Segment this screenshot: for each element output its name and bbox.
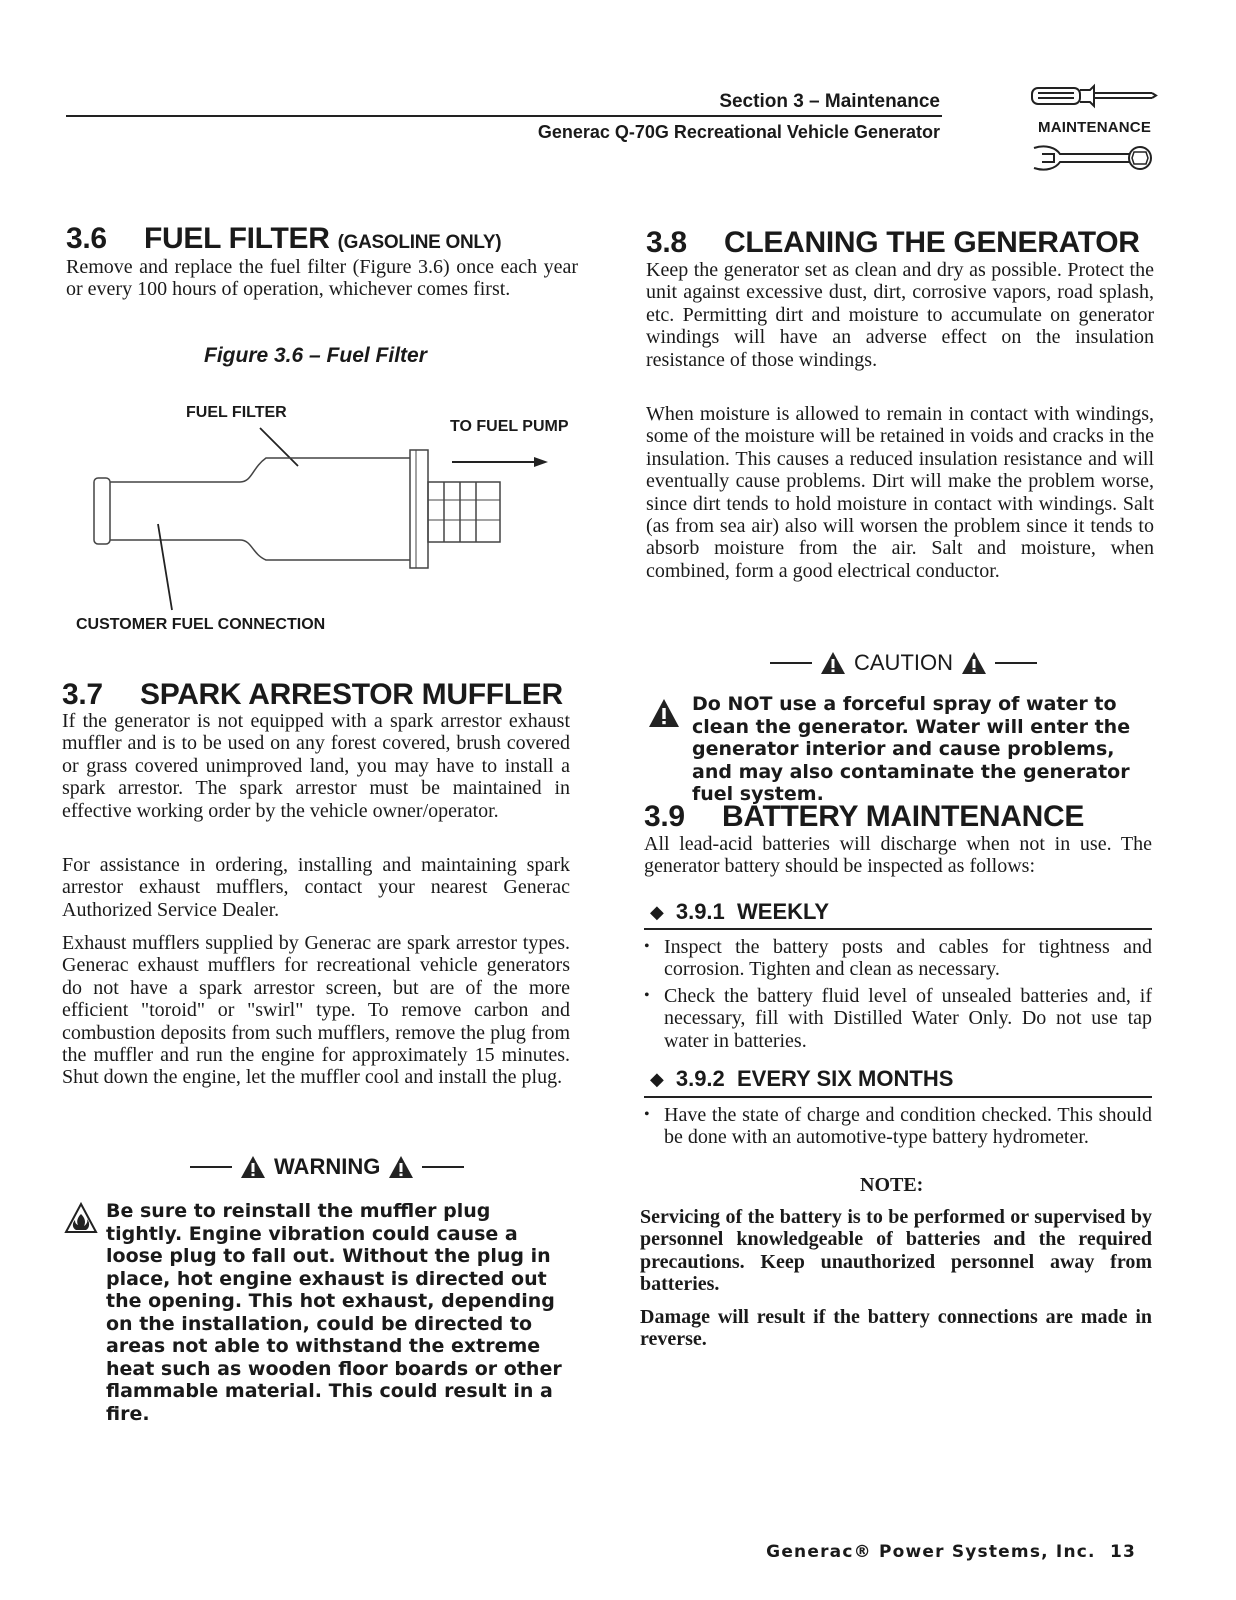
diamond-icon: ◆ — [650, 1068, 664, 1089]
caution-icon — [961, 651, 987, 675]
section-title: SPARK ARRESTOR MUFFLER — [140, 678, 563, 711]
section-3-6-heading — [66, 222, 501, 256]
caution-icon — [648, 698, 680, 728]
warning-text: Be sure to reinstall the muffler plug tightly. Engine vibration could cause a loose plug to fall out. Without the plug in place, hot engine exhaust is directed out the opening. This hot exhaust, depending on the installation, could be directed to areas not able to withstand the extreme heat such as wooden floor boards or other flammable material. This could result in a fire. — [106, 1200, 562, 1425]
subsection-rule — [644, 1096, 1152, 1098]
footer-company: Generac® Power Systems, Inc. — [766, 1542, 1096, 1562]
paragraph: Remove and replace the fuel filter (Figure 3.6) once each year or every 100 hours of operation, whichever comes first. — [66, 256, 578, 301]
section-3-7-heading — [62, 678, 563, 712]
rule — [995, 662, 1037, 664]
weekly-list — [642, 936, 1152, 1056]
warning-icon — [388, 1155, 414, 1179]
section-title: FUEL FILTER — [144, 222, 330, 255]
note-text: Damage will result if the battery connections are made in reverse. — [640, 1306, 1152, 1351]
rule — [190, 1166, 232, 1168]
header-subtitle: Generac Q-70G Recreational Vehicle Generator — [537, 122, 940, 142]
subsection-six-months-heading — [650, 1066, 953, 1092]
subsection-rule — [644, 928, 1152, 930]
caution-label: CAUTION — [854, 650, 953, 675]
subsection-weekly-heading — [650, 899, 829, 925]
rule — [422, 1166, 464, 1168]
header-section-title: Section 3 – Maintenance — [719, 91, 940, 112]
note-label: NOTE: — [860, 1174, 924, 1196]
label-customer-fuel-connection: CUSTOMER FUEL CONNECTION — [76, 616, 326, 633]
caution-heading — [770, 650, 1037, 676]
label-fuel-filter: FUEL FILTER — [186, 404, 287, 421]
paragraph: When moisture is allowed to remain in contact with windings, some of the moisture will be retained in voids and cracks in the insulation. This causes a reduced insulation resistance and will eventually cause problems. Dirt will make the problem worse, since dirt tends to hold moisture in contact with windings. Salt (as from sea air) also will worsen the problem since it tends to absorb moisture from the air. Salt and moisture, when combined, form a good electrical conductor. — [646, 403, 1154, 582]
wrench-icon — [1030, 140, 1160, 176]
figure-caption: Figure 3.6 – Fuel Filter — [204, 344, 427, 367]
paragraph: Keep the generator set as clean and dry as possible. Protect the unit against excessive dust, dirt, corrosive vapors, road splash, etc. Permitting dirt and moisture to accumulate on generator windings will have an adverse effect on the insulation resistance of those windings. — [646, 259, 1154, 371]
page-number: 13 — [1109, 1542, 1136, 1562]
section-3-9-heading — [644, 800, 1084, 834]
fuel-filter-diagram — [80, 420, 560, 620]
paragraph: All lead-acid batteries will discharge when not in use. The generator battery should be inspected as follows: — [644, 833, 1152, 878]
header-rule — [66, 115, 942, 117]
caution-text: Do NOT use a forceful spray of water to clean the generator. Water will enter the generator interior and cause problems, and may also contaminate the generator fuel system. — [692, 693, 1131, 805]
section-number: 3.7 — [62, 678, 103, 711]
maintenance-label: MAINTENANCE — [1038, 119, 1152, 136]
list-item: • Check the battery fluid level of unsealed batteries and, if necessary, fill with Distilled Water Only. Do not use tap water in batteries. — [642, 985, 1152, 1052]
section-3-8-heading — [646, 226, 1140, 260]
label-to-fuel-pump: TO FUEL PUMP — [450, 418, 569, 435]
subsection-title: 3.9.2 EVERY SIX MONTHS — [675, 1066, 954, 1091]
caution-icon — [820, 651, 846, 675]
paragraph: For assistance in ordering, installing and maintaining spark arrestor exhaust mufflers, contact your nearest Generac Authorized Service Dealer. — [62, 854, 570, 921]
subsection-title: 3.9.1 WEEKLY — [675, 899, 830, 924]
list-item: • Have the state of charge and condition checked. This should be done with an automotive-type battery hydrometer. — [642, 1104, 1152, 1149]
warning-label: WARNING — [274, 1154, 381, 1179]
section-title: CLEANING THE GENERATOR — [724, 226, 1140, 259]
section-title-suffix: (GASOLINE ONLY) — [337, 232, 502, 253]
list-item: • Inspect the battery posts and cables for tightness and corrosion. Tighten and clean as necessary. — [642, 936, 1152, 981]
note-text: Servicing of the battery is to be performed or supervised by personnel knowledgeable of batteries and the required precautions. Keep unauthorized personnel away from batteries. — [640, 1206, 1152, 1296]
section-number: 3.8 — [646, 226, 687, 259]
rule — [770, 662, 812, 664]
section-title: BATTERY MAINTENANCE — [722, 800, 1085, 833]
diamond-icon: ◆ — [650, 901, 664, 922]
section-number: 3.9 — [644, 800, 685, 833]
fire-hazard-icon — [64, 1202, 98, 1234]
warning-icon — [240, 1155, 266, 1179]
screwdriver-icon — [1030, 82, 1160, 110]
paragraph: Exhaust mufflers supplied by Generac are spark arrestor types. Generac exhaust mufflers for recreational vehicle generators do not have a spark arrestor screen, but are of the more efficient "toroid" or "swirl" type. To remove carbon and combustion deposits from such mufflers, remove the plug from the muffler and run the engine for approximately 15 minutes. Shut down the engine, let the muffler cool and install the plug. — [62, 932, 570, 1089]
paragraph: If the generator is not equipped with a spark arrestor exhaust muffler and is to be used on any forest covered, brush covered or grass covered unimproved land, you may have to install a spark arrestor. The spark arrestor must be maintained in effective working order by the vehicle owner/operator. — [62, 710, 570, 822]
page-footer — [766, 1542, 1136, 1562]
warning-heading — [190, 1154, 464, 1180]
six-months-list — [642, 1104, 1152, 1153]
section-number: 3.6 — [66, 222, 107, 255]
